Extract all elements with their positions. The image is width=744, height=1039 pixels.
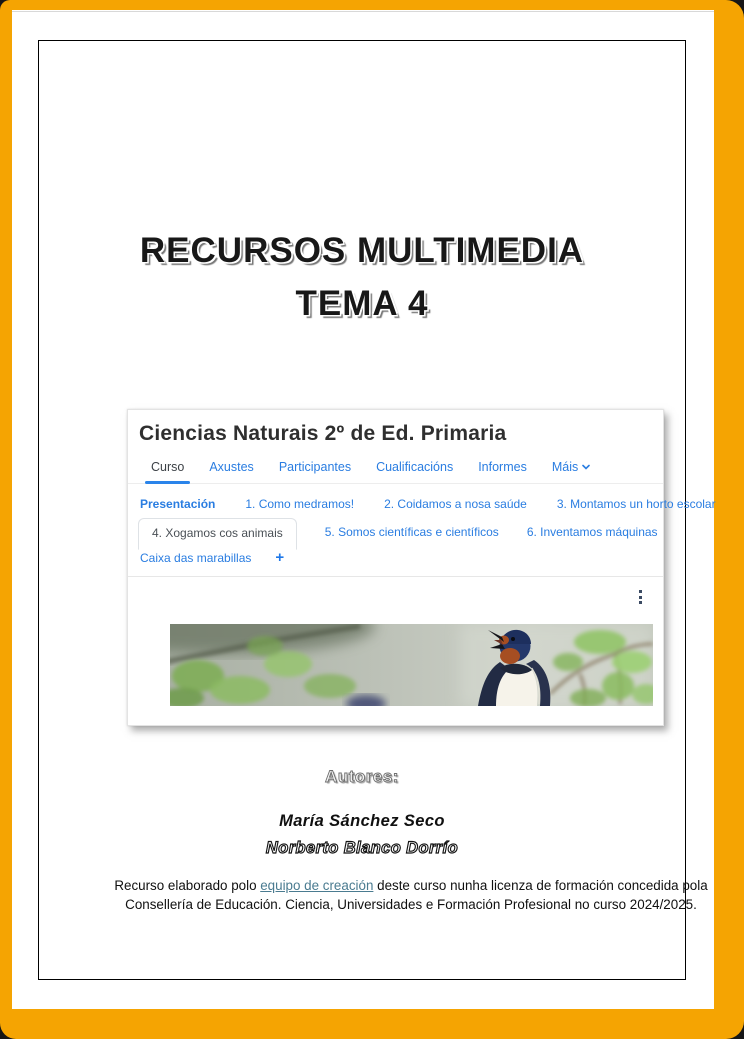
section-tabs-row3 — [138, 549, 653, 576]
author-name-1: María Sánchez Seco — [279, 812, 445, 830]
section-tab-3[interactable]: 3. Montamos un horto escolar — [556, 497, 716, 511]
section-tab-presentacion[interactable]: Presentación — [140, 497, 216, 511]
license-note-pre: Recurso elaborado polo — [114, 878, 261, 893]
section-tab-2[interactable]: 2. Coidamos a nosa saúde — [384, 497, 527, 511]
document-title-line1: RECURSOS MULTIMEDIA — [139, 231, 585, 270]
chevron-down-icon — [582, 460, 590, 474]
document-title-line2: TEMA 4 — [295, 284, 429, 323]
creation-team-link[interactable]: equipo de creación — [260, 878, 374, 893]
tab-informes[interactable]: Informes — [478, 460, 527, 474]
tab-curso[interactable]: Curso — [151, 460, 185, 474]
author-name-2: Norberto Blanco Dorrío — [265, 839, 459, 857]
tab-mais[interactable]: Máis — [552, 460, 590, 474]
license-note — [101, 876, 721, 914]
tab-axustes[interactable]: Axustes — [209, 460, 254, 474]
authors-block — [39, 767, 685, 858]
top-divider — [12, 11, 714, 12]
section-banner-image — [170, 624, 653, 706]
section-tab-caixa[interactable]: Caixa das marabillas — [140, 550, 252, 565]
course-title: Ciencias Naturais 2º de Ed. Primaria — [139, 422, 507, 445]
moodle-course-screenshot — [127, 409, 716, 726]
authors-heading: Autores: — [325, 767, 399, 786]
section-tab-6[interactable]: 6. Inventamos máquinas — [526, 524, 658, 539]
section-tabs-row1 — [138, 497, 716, 511]
section-tab-5[interactable]: 5. Somos científicas e científicos — [324, 524, 499, 539]
section-content — [128, 577, 663, 709]
page-background — [12, 10, 714, 1009]
document-title-block — [39, 231, 685, 324]
tab-participantes[interactable]: Participantes — [278, 460, 352, 474]
course-nav-tabs — [128, 460, 663, 484]
add-section-icon[interactable]: + — [275, 549, 285, 566]
kebab-menu-icon[interactable] — [634, 589, 646, 605]
page-border — [38, 40, 716, 980]
section-tab-4-active[interactable]: 4. Xogamos cos animais — [138, 518, 297, 550]
section-tabs-row2 — [138, 518, 658, 545]
tab-cualificacions[interactable]: Cualificacións — [376, 460, 454, 474]
section-tab-1[interactable]: 1. Como medramos! — [245, 497, 355, 511]
license-note-post: deste curso nunha licenza de formación concedida pola Consellería de Educación. Ciencia, Universidades e Formación Profesional no curso 2024/2025. — [125, 878, 708, 912]
section-tabs — [128, 484, 716, 577]
